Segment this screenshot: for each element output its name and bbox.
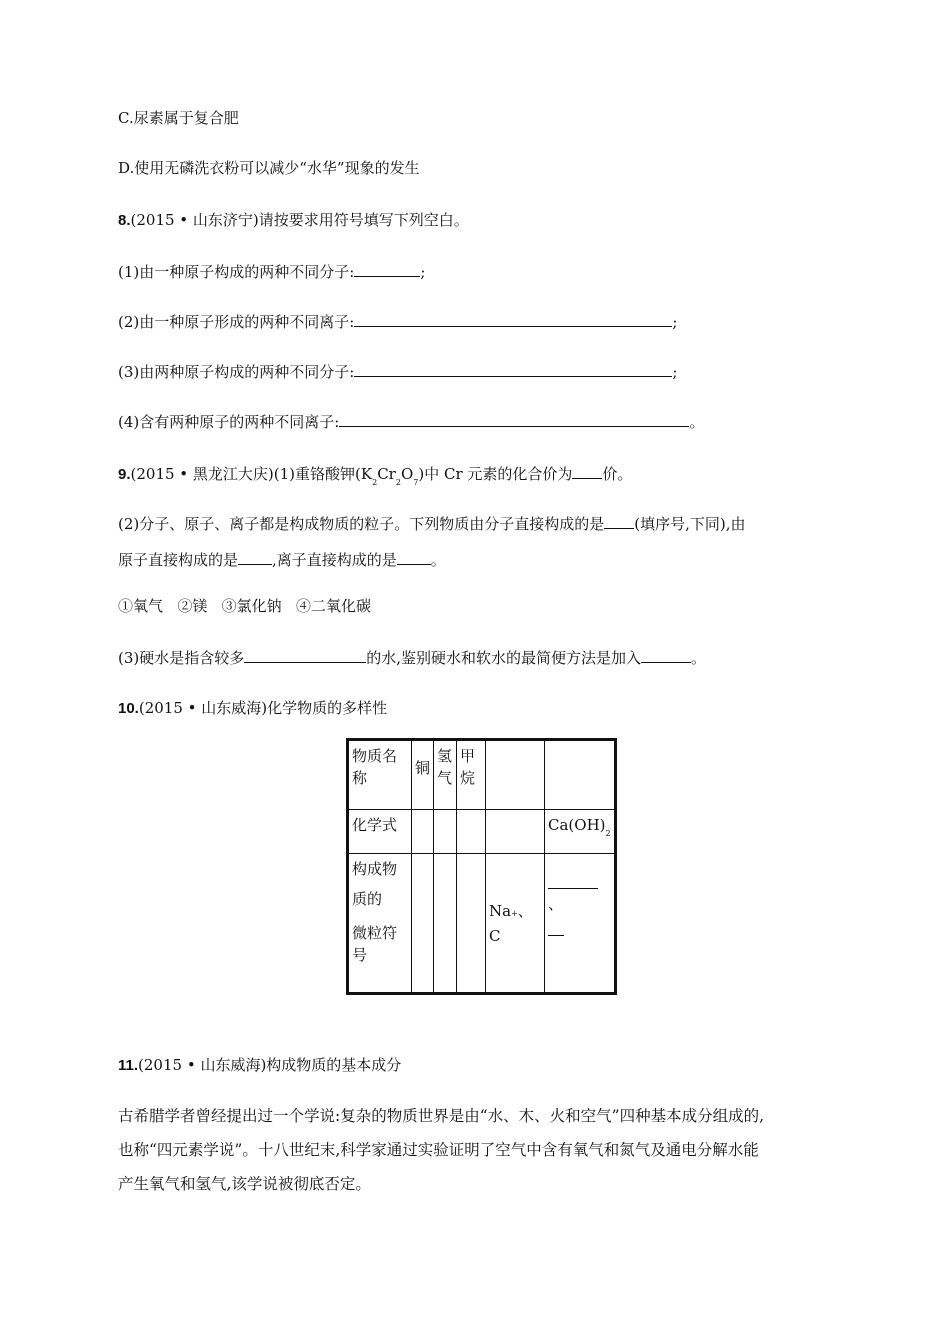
q11-title: (2015 • 山东威海)构成物质的基本成分 bbox=[138, 1056, 402, 1074]
option-d: D.使用无磷洗衣粉可以减少“水华”现象的发生 bbox=[118, 159, 420, 177]
q9-text: Cr bbox=[377, 465, 396, 483]
option-c: C.尿素属于复合肥 bbox=[118, 109, 239, 127]
q8-heading bbox=[118, 210, 469, 231]
substance-table bbox=[346, 738, 617, 995]
q8-item-2-label: (2)由一种原子形成的两种不同离子: bbox=[118, 313, 355, 331]
particle-symbol: Na bbox=[489, 901, 512, 920]
q11-paragraph-line: 古希腊学者曾经提出过一个学说:复杂的物质世界是由“水、木、火和空气”四种基本成分组成的, bbox=[118, 1107, 765, 1125]
table-cell[interactable] bbox=[486, 740, 545, 810]
q8-item-3-label: (3)由两种原子构成的两种不同分子: bbox=[118, 363, 355, 381]
separator: 、 bbox=[548, 895, 564, 913]
answer-blank[interactable] bbox=[604, 512, 634, 529]
q9-part-2 bbox=[118, 512, 746, 534]
q9-part-3 bbox=[118, 646, 706, 668]
table-cell: 化学式 bbox=[348, 810, 412, 854]
subscript: 2 bbox=[395, 478, 401, 487]
q8-title: (2015 • 山东济宁)请按要求用符号填写下列空白。 bbox=[130, 211, 469, 229]
q8-item-4 bbox=[118, 410, 704, 432]
q11-paragraph-line: 产生氧气和氢气,该学说被彻底否定。 bbox=[118, 1175, 371, 1193]
q9-text: O bbox=[400, 465, 414, 483]
choice: ②镁 bbox=[177, 597, 208, 615]
row-label: 质的 bbox=[352, 890, 383, 908]
particle-symbol: 、C bbox=[489, 901, 533, 945]
q9-part-1 bbox=[118, 462, 632, 493]
table-cell: Na+、C bbox=[486, 854, 545, 994]
row-label: 号 bbox=[352, 946, 368, 964]
q8-number: 8. bbox=[118, 212, 131, 229]
answer-blank[interactable] bbox=[339, 410, 689, 427]
q8-item-3 bbox=[118, 360, 677, 382]
answer-blank[interactable] bbox=[641, 646, 691, 663]
q9-text: (填序号,下同),由 bbox=[634, 515, 746, 533]
q11-heading bbox=[118, 1055, 401, 1076]
q9-text: (3)硬水是指含较多 bbox=[118, 649, 245, 667]
answer-blank[interactable] bbox=[572, 462, 602, 479]
table-cell[interactable] bbox=[457, 854, 486, 994]
q9-text: 价。 bbox=[602, 465, 633, 483]
answer-blank[interactable] bbox=[397, 548, 431, 565]
q10-title: (2015 • 山东威海)化学物质的多样性 bbox=[138, 699, 388, 717]
q8-item-1 bbox=[118, 260, 425, 282]
choice: ①氧气 bbox=[118, 597, 164, 615]
subscript: 2 bbox=[605, 829, 611, 838]
q8-item-3-end: ; bbox=[672, 363, 678, 381]
table-cell bbox=[348, 854, 412, 994]
q9-text: 。 bbox=[430, 551, 446, 569]
q11-paragraph-line: 也称“四元素学说”。十八世纪末,科学家通过实验证明了空气中含有氧气和氮气及通电分解水能 bbox=[118, 1141, 759, 1159]
q8-item-2 bbox=[118, 310, 677, 332]
choice: ④二氧化碳 bbox=[295, 597, 371, 615]
q8-item-2-end: ; bbox=[672, 313, 678, 331]
table-cell[interactable] bbox=[434, 810, 457, 854]
row-label: 构成物 bbox=[352, 860, 398, 878]
q11-number: 11. bbox=[118, 1057, 139, 1074]
answer-blank[interactable] bbox=[354, 260, 420, 277]
q9-part-2-cont bbox=[118, 548, 446, 570]
q9-text: 原子直接构成的是 bbox=[118, 551, 239, 569]
subscript: 2 bbox=[372, 478, 378, 487]
table-cell[interactable] bbox=[457, 810, 486, 854]
q9-text: )中 Cr 元素的化合价为 bbox=[418, 465, 573, 483]
q8-item-4-end: 。 bbox=[689, 413, 705, 431]
q8-item-1-end: ; bbox=[420, 263, 426, 281]
table-cell bbox=[545, 810, 616, 854]
q9-text: (2)分子、原子、离子都是构成物质的粒子。下列物质由分子直接构成的是 bbox=[118, 515, 605, 533]
table-cell: 铜 bbox=[412, 740, 434, 810]
q8-item-4-label: (4)含有两种原子的两种不同离子: bbox=[118, 413, 340, 431]
answer-blank[interactable] bbox=[548, 919, 564, 936]
q9-number: 9. bbox=[118, 466, 131, 483]
table-cell[interactable] bbox=[434, 854, 457, 994]
table-cell: 物质名称 bbox=[348, 740, 412, 810]
q9-text: (2015 • 黑龙江大庆)(1)重铬酸钾(K bbox=[130, 465, 373, 483]
q9-text: 的水,鉴别硬水和软水的最简便方法是加入 bbox=[366, 649, 642, 667]
table-cell: 氢气 bbox=[434, 740, 457, 810]
q10-number: 10. bbox=[118, 700, 139, 717]
subscript: 7 bbox=[413, 478, 419, 487]
q10-heading bbox=[118, 698, 387, 719]
table-cell: 甲烷 bbox=[457, 740, 486, 810]
q9-choices bbox=[118, 596, 371, 616]
table-cell[interactable] bbox=[412, 854, 434, 994]
q8-item-1-label: (1)由一种原子构成的两种不同分子: bbox=[118, 263, 355, 281]
q9-text: ,离子直接构成的是 bbox=[272, 551, 397, 569]
q9-text: 。 bbox=[691, 649, 707, 667]
answer-blank[interactable] bbox=[548, 880, 598, 889]
answer-blank[interactable] bbox=[354, 310, 672, 327]
row-label: 微粒符 bbox=[352, 924, 398, 942]
formula: Ca(OH) bbox=[548, 816, 606, 834]
answer-blank[interactable] bbox=[354, 360, 672, 377]
table-cell[interactable] bbox=[486, 810, 545, 854]
table-cell bbox=[545, 854, 616, 994]
answer-blank[interactable] bbox=[244, 646, 366, 663]
table-cell[interactable] bbox=[545, 740, 616, 810]
table-cell[interactable] bbox=[412, 810, 434, 854]
choice: ③氯化钠 bbox=[221, 597, 282, 615]
answer-blank[interactable] bbox=[238, 548, 272, 565]
